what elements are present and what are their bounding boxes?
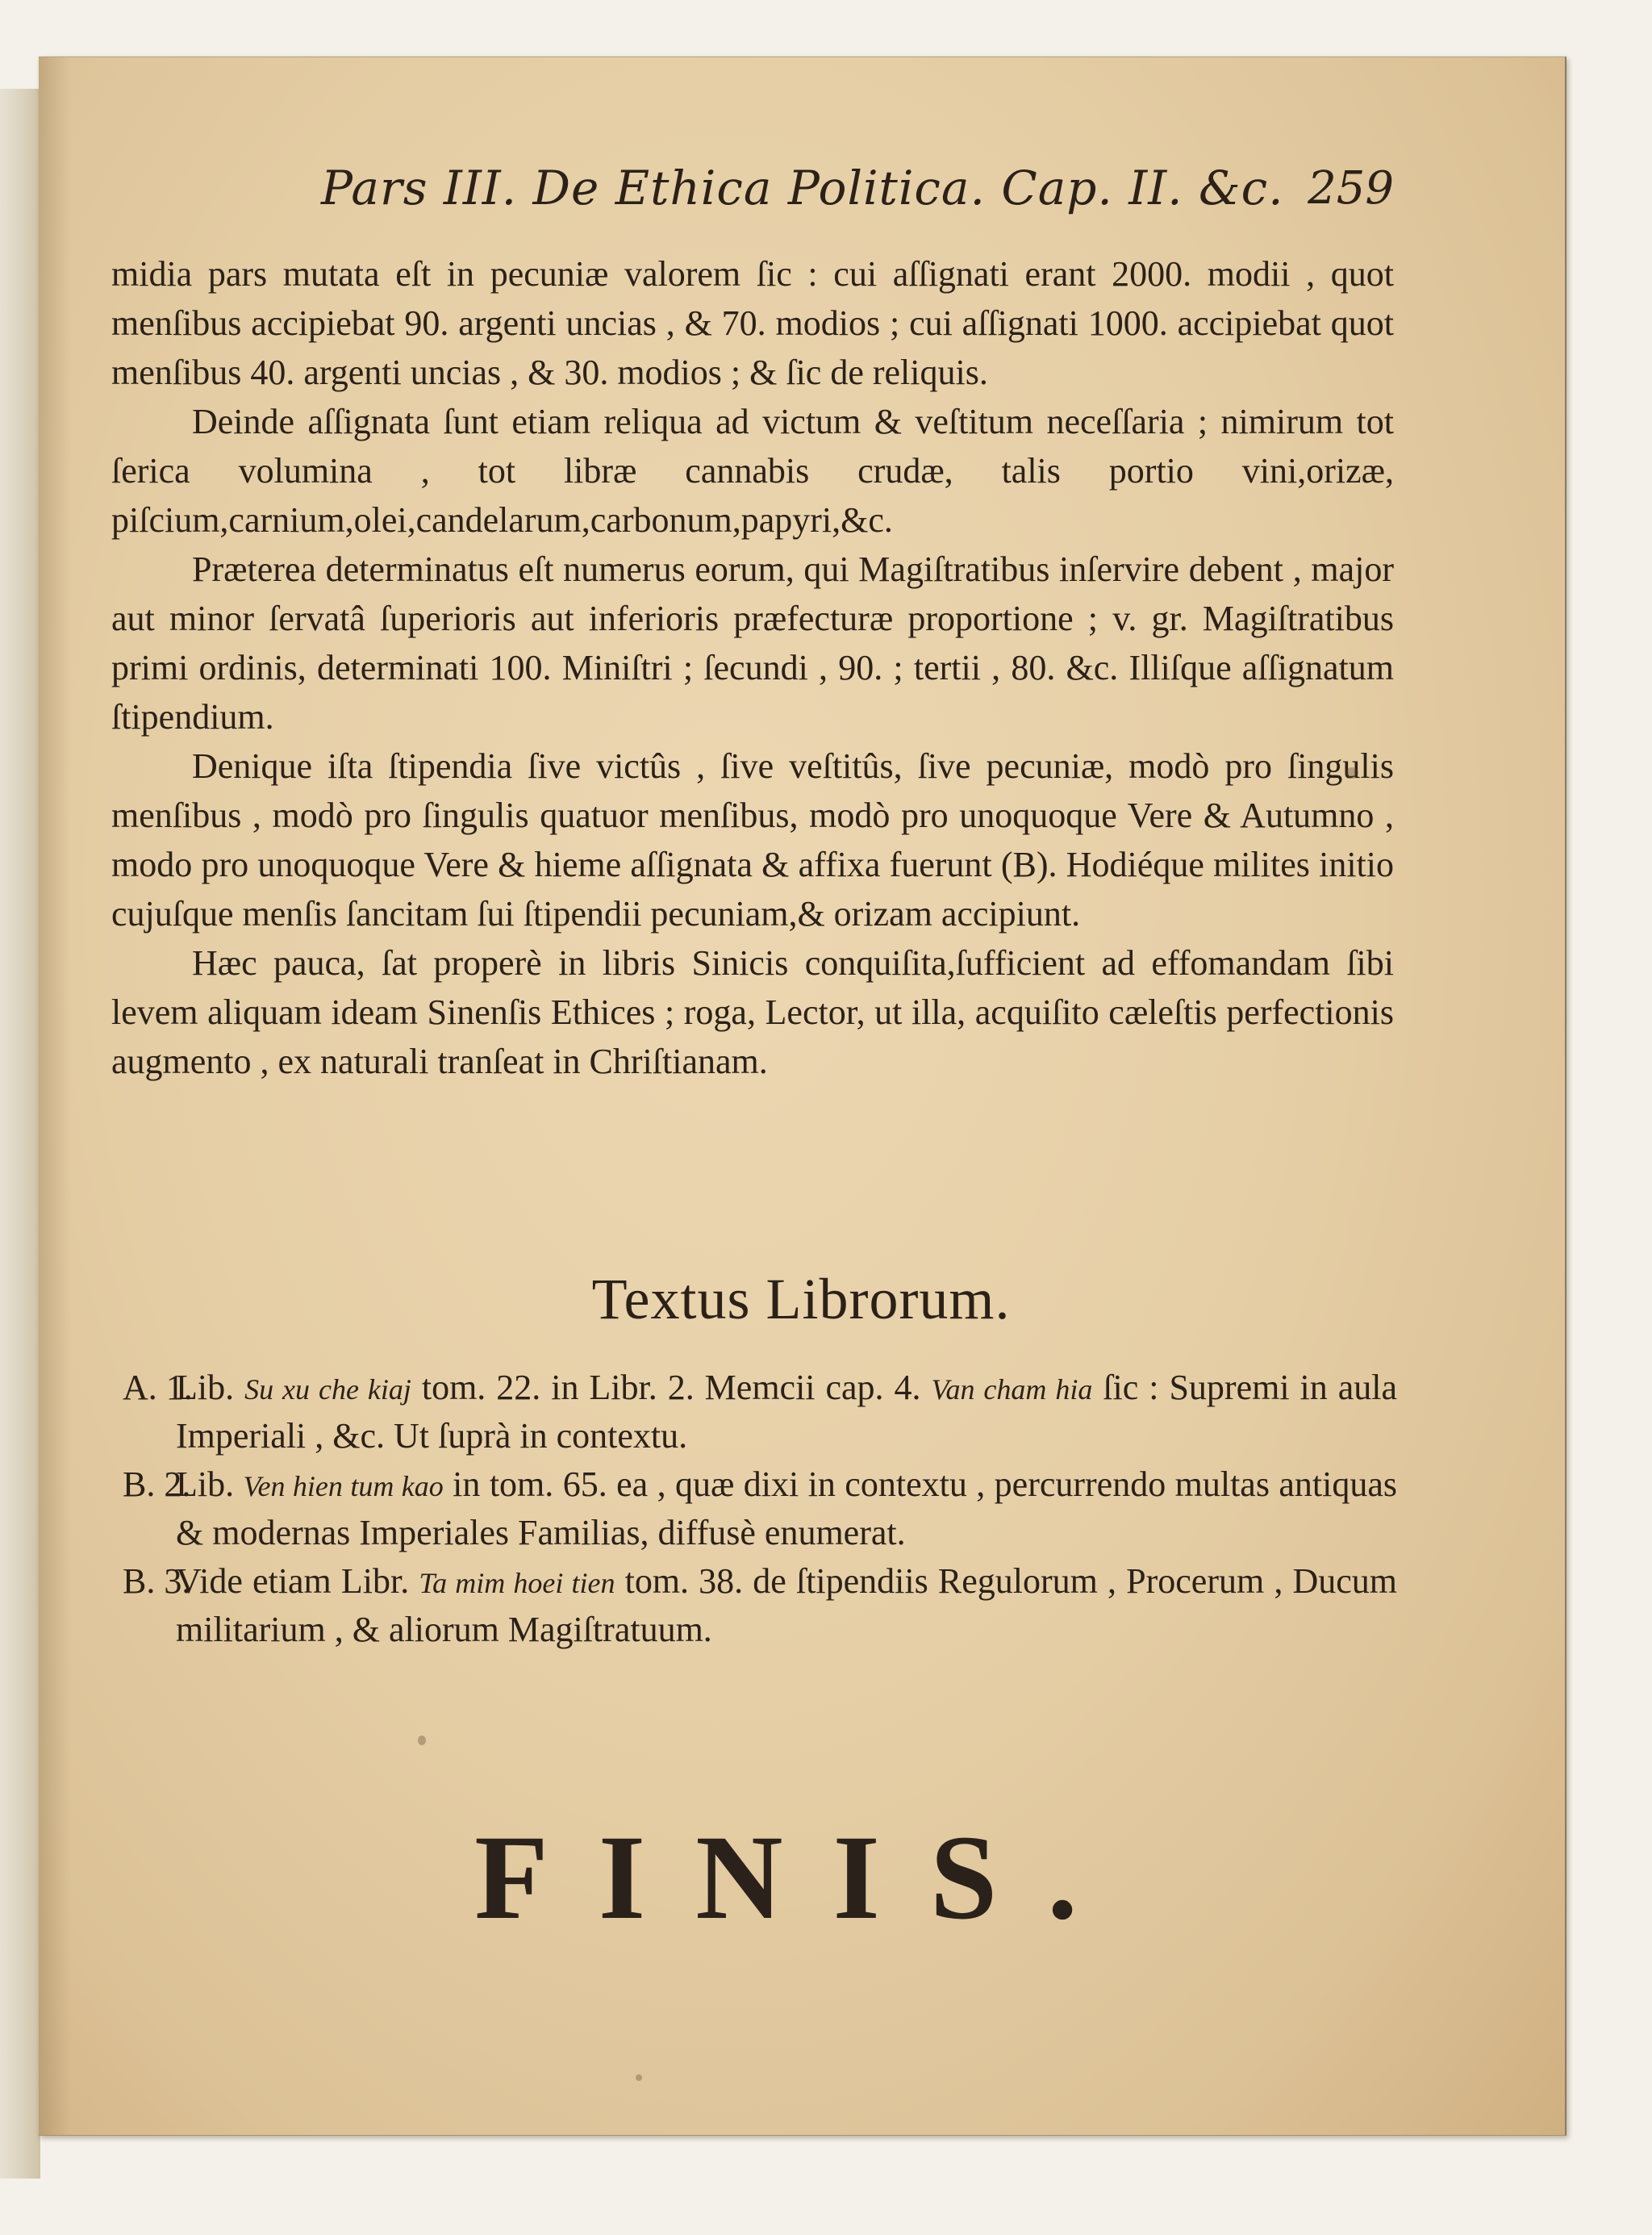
note-text: Lib. <box>176 1368 245 1407</box>
note-mark: B. 3. <box>123 1561 191 1601</box>
page-number: 259 <box>1308 162 1394 215</box>
note-mark: A. 1. <box>123 1368 193 1407</box>
note-text: tom. 38. de ſtipendiis Regulorum , Procerum , Ducum militarium , & aliorum Magiſtratuum. <box>176 1561 1397 1649</box>
note-text: in tom. 65. ea , quæ dixi in contextu , percurrendo multas antiquas & modernas Imperiales Familias, diffusè enumerat. <box>176 1464 1398 1552</box>
paragraph: Denique iſta ſtipendia ſive victûs , ſive veſtitûs, ſive pecuniæ, modò pro ſingulis menſibus , modò pro ſingulis quatuor menſibus, modò pro unoquoque Vere & Autumno , modo pro unoquoque Vere & hieme aſſignata & affixa fuerunt (B). Hodiéque milites initio cujuſque menſis ſancitam ſui ſtipendii pecuniam,& orizam accipiunt. <box>111 746 1394 934</box>
note-item <box>123 1461 1397 1556</box>
note-book-title: Van cham hia <box>931 1373 1093 1406</box>
section-heading: Textus Librorum. <box>591 1267 1011 1331</box>
note-book-title: Su xu che kiaj <box>244 1373 411 1406</box>
note-book-title: Ven hien tum kao <box>243 1470 444 1502</box>
note-item <box>123 1558 1397 1653</box>
body-text <box>111 249 1394 1086</box>
note-text: tom. 22. in Libr. 2. Memcii cap. 4. <box>411 1368 932 1407</box>
notes-list <box>123 1364 1397 1655</box>
paper-speck <box>1345 767 1358 779</box>
running-head <box>281 161 1394 233</box>
paragraph: Hæc pauca, ſat properè in libris Sinicis conquiſita,ſufficient ad effomandam ſibi levem aliquam ideam Sinenſis Ethices ; roga, Lector, ut illa, acquiſito cæleſtis perfectionis augmento , ex naturali tranſeat in Chriſtianam. <box>111 943 1394 1081</box>
paragraph: midia pars mutata eſt in pecuniæ valorem ſic : cui aſſignati erant 2000. modii , quot menſibus accipiebat 90. argenti uncias , & 70. modios ; cui aſſignati 1000. accipiebat quot menſibus 40. argenti uncias , & 30. modios ; & ſic de reliquis. <box>111 254 1394 392</box>
note-text: ſic : Supremi in aula Imperiali , &c. Ut ſuprà in contextu. <box>176 1368 1398 1456</box>
note-text: Vide etiam Libr. <box>176 1561 419 1601</box>
paragraph: Præterea determinatus eſt numerus eorum, qui Magiſtratibus inſervire debent , major aut minor ſervatâ ſuperioris aut inferioris præfecturæ proportione ; v. gr. Magiſtratibus primi ordinis, determinati 100. Miniſtri ; ſecundi , 90. ; tertii , 80. &c. Illiſque aſſignatum ſtipendium. <box>111 549 1394 737</box>
book-page <box>39 56 1566 2136</box>
paper-speck <box>418 1736 426 1745</box>
paper-speck <box>636 2074 642 2081</box>
note-item <box>123 1364 1397 1460</box>
book-gutter <box>0 89 40 2179</box>
note-text: Lib. <box>176 1464 244 1504</box>
note-book-title: Ta mim hoei tien <box>419 1567 615 1599</box>
paragraph: Deinde aſſignata ſunt etiam reliqua ad victum & veſtitum neceſſaria ; nimirum tot ſerica volumina , tot libræ cannabis crudæ, talis portio vini,orizæ, piſcium,carnium,olei,candelarum,carbonum,papyri,&c. <box>111 402 1394 540</box>
finis-heading: FINIS. <box>474 1811 1128 1945</box>
note-mark: B. 2. <box>123 1464 191 1504</box>
running-head-title: Pars III. De Ethica Politica. Cap. II. &c. <box>321 161 1284 215</box>
